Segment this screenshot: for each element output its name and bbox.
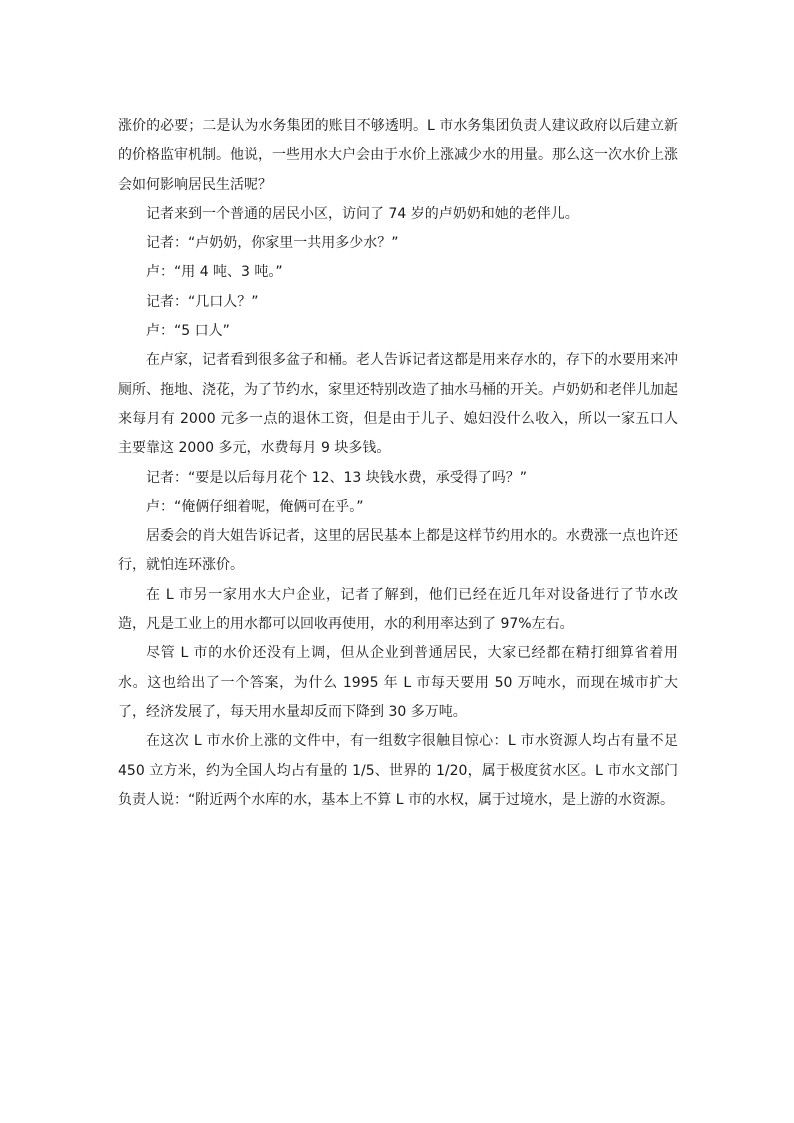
article-body <box>118 112 678 815</box>
paragraph-9: 卢：“俺俩仔细着呢，俺俩可在乎。” <box>146 498 364 515</box>
paragraph-3: 记者：“卢奶奶，你家里一共用多少水？” <box>146 235 399 252</box>
paragraph-7: 在卢家，记者看到很多盆子和桶。老人告诉记者这都是用来存水的，存下的水要用来冲厕所、拖地、浇花，为了节约水，家里还特别改造了抽水马桶的开关。卢奶奶和老伴儿加起来每月有 2000 元多一点的退休工资，但是由于儿子、媳妇没什么收入，所以一家五口人主要靠这 2000 多元，水费每月 9 块多钱。 <box>118 352 678 457</box>
paragraph-13: 在这次 L 市水价上涨的文件中，有一组数字很触目惊心：L 市水资源人均占有量不足 450 立方米，约为全国人均占有量的 1/5、世界的 1/20，属于极度贫水区。L 市水文部门负责人说：“附近两个水库的水，基本上不算 L 市的水权，属于过境水，是上游的水资源。 <box>118 733 678 808</box>
paragraph-5: 记者：“几口人？” <box>146 293 259 310</box>
paragraph-12: 尽管 L 市的水价还没有上调，但从企业到普通居民，大家已经都在精打细算省着用水。这也给出了一个答案，为什么 1995 年 L 市每天要用 50 万吨水，而现在城市扩大了，经济发展了，每天用水量却反而下降到 30 多万吨。 <box>118 645 678 720</box>
paragraph-1: 涨价的必要；二是认为水务集团的账目不够透明。L 市水务集团负责人建议政府以后建立新的价格监审机制。他说，一些用水大户会由于水价上涨减少水的用量。那么这一次水价上涨会如何影响居民生活呢？ <box>118 118 678 193</box>
paragraph-4: 卢：“用 4 吨、3 吨。” <box>146 264 283 281</box>
paragraph-6: 卢：“5 口人” <box>146 323 230 340</box>
paragraph-8: 记者：“要是以后每月花个 12、13 块钱水费，承受得了吗？” <box>146 469 528 486</box>
paragraph-10: 居委会的肖大姐告诉记者，这里的居民基本上都是这样节约用水的。水费涨一点也许还行，就怕连环涨价。 <box>118 528 678 574</box>
paragraph-2: 记者来到一个普通的居民小区，访问了 74 岁的卢奶奶和她的老伴儿。 <box>146 205 579 222</box>
paragraph-11: 在 L 市另一家用水大户企业，记者了解到，他们已经在近几年对设备进行了节水改造，凡是工业上的用水都可以回收再使用，水的利用率达到了 97%左右。 <box>118 586 678 633</box>
